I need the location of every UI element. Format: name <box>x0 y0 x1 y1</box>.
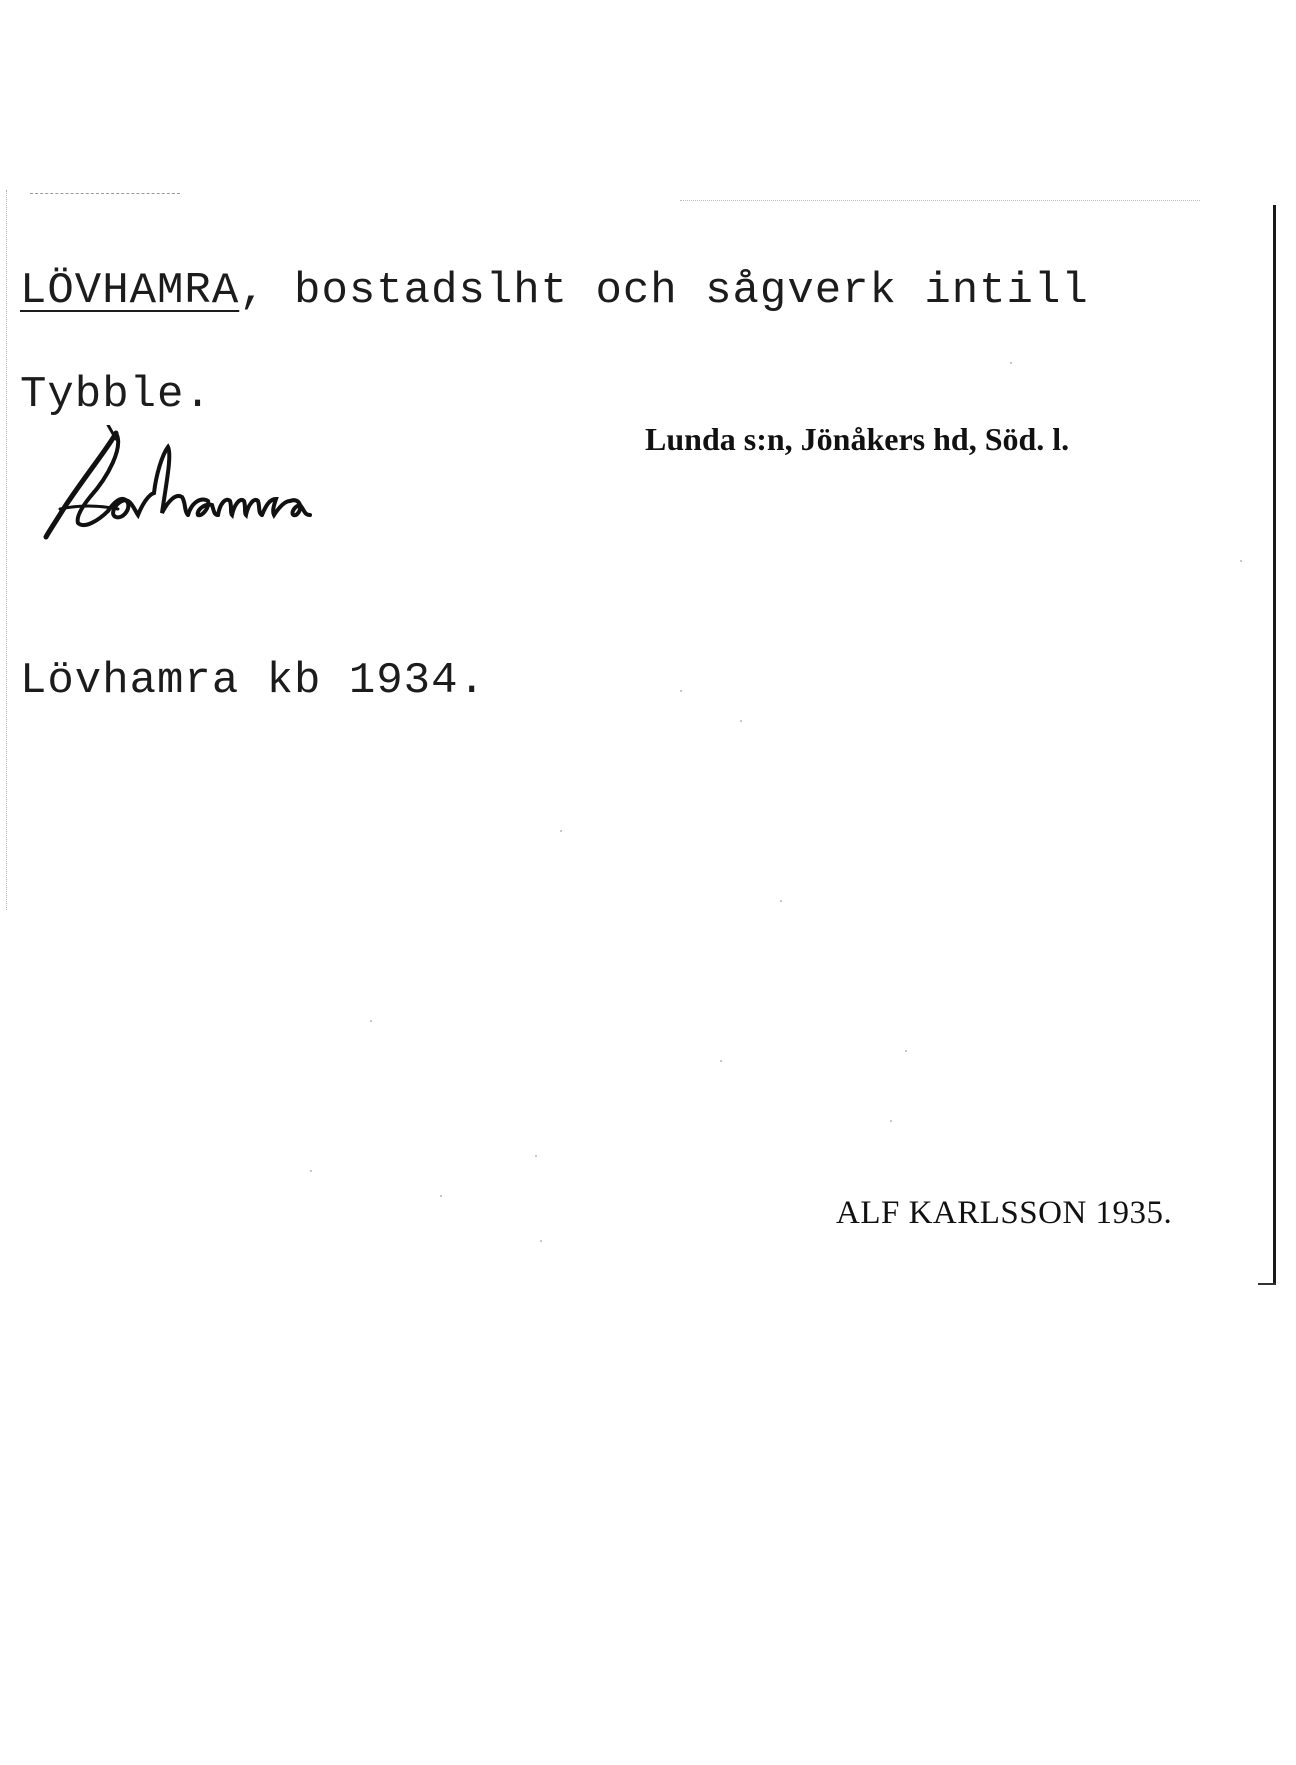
paper-speck <box>680 690 682 692</box>
top-rule <box>30 193 180 194</box>
paper-speck <box>780 900 782 902</box>
paper-speck <box>535 1155 537 1157</box>
paper-speck <box>1010 362 1012 364</box>
top-rule-faint <box>680 200 1200 201</box>
left-card-edge <box>6 190 7 910</box>
paper-speck <box>890 1120 892 1122</box>
paper-speck <box>560 830 562 832</box>
paper-speck <box>310 1170 312 1172</box>
right-card-edge <box>1273 205 1276 1285</box>
paper-speck <box>1240 560 1242 562</box>
author-stamp: ALF KARLSSON 1935. <box>836 1195 1173 1231</box>
paper-speck <box>540 1240 542 1242</box>
description-line-2: Tybble. <box>20 370 212 420</box>
right-card-edge-foot <box>1258 1283 1276 1285</box>
entry-line-1 <box>20 266 1089 316</box>
headword: LÖVHAMRA <box>20 266 240 316</box>
parish-location: Lunda s:n, Jönåkers hd, Söd. l. <box>645 421 1070 457</box>
paper-speck <box>905 1050 907 1052</box>
paper-speck <box>440 1195 442 1197</box>
description-line-1: , bostadslht och sågverk intill <box>239 266 1089 316</box>
paper-speck <box>370 1020 372 1022</box>
source-note: Lövhamra kb 1934. <box>20 656 486 706</box>
paper-speck <box>720 1060 722 1062</box>
handwritten-name <box>38 425 328 545</box>
paper-speck <box>740 720 742 722</box>
